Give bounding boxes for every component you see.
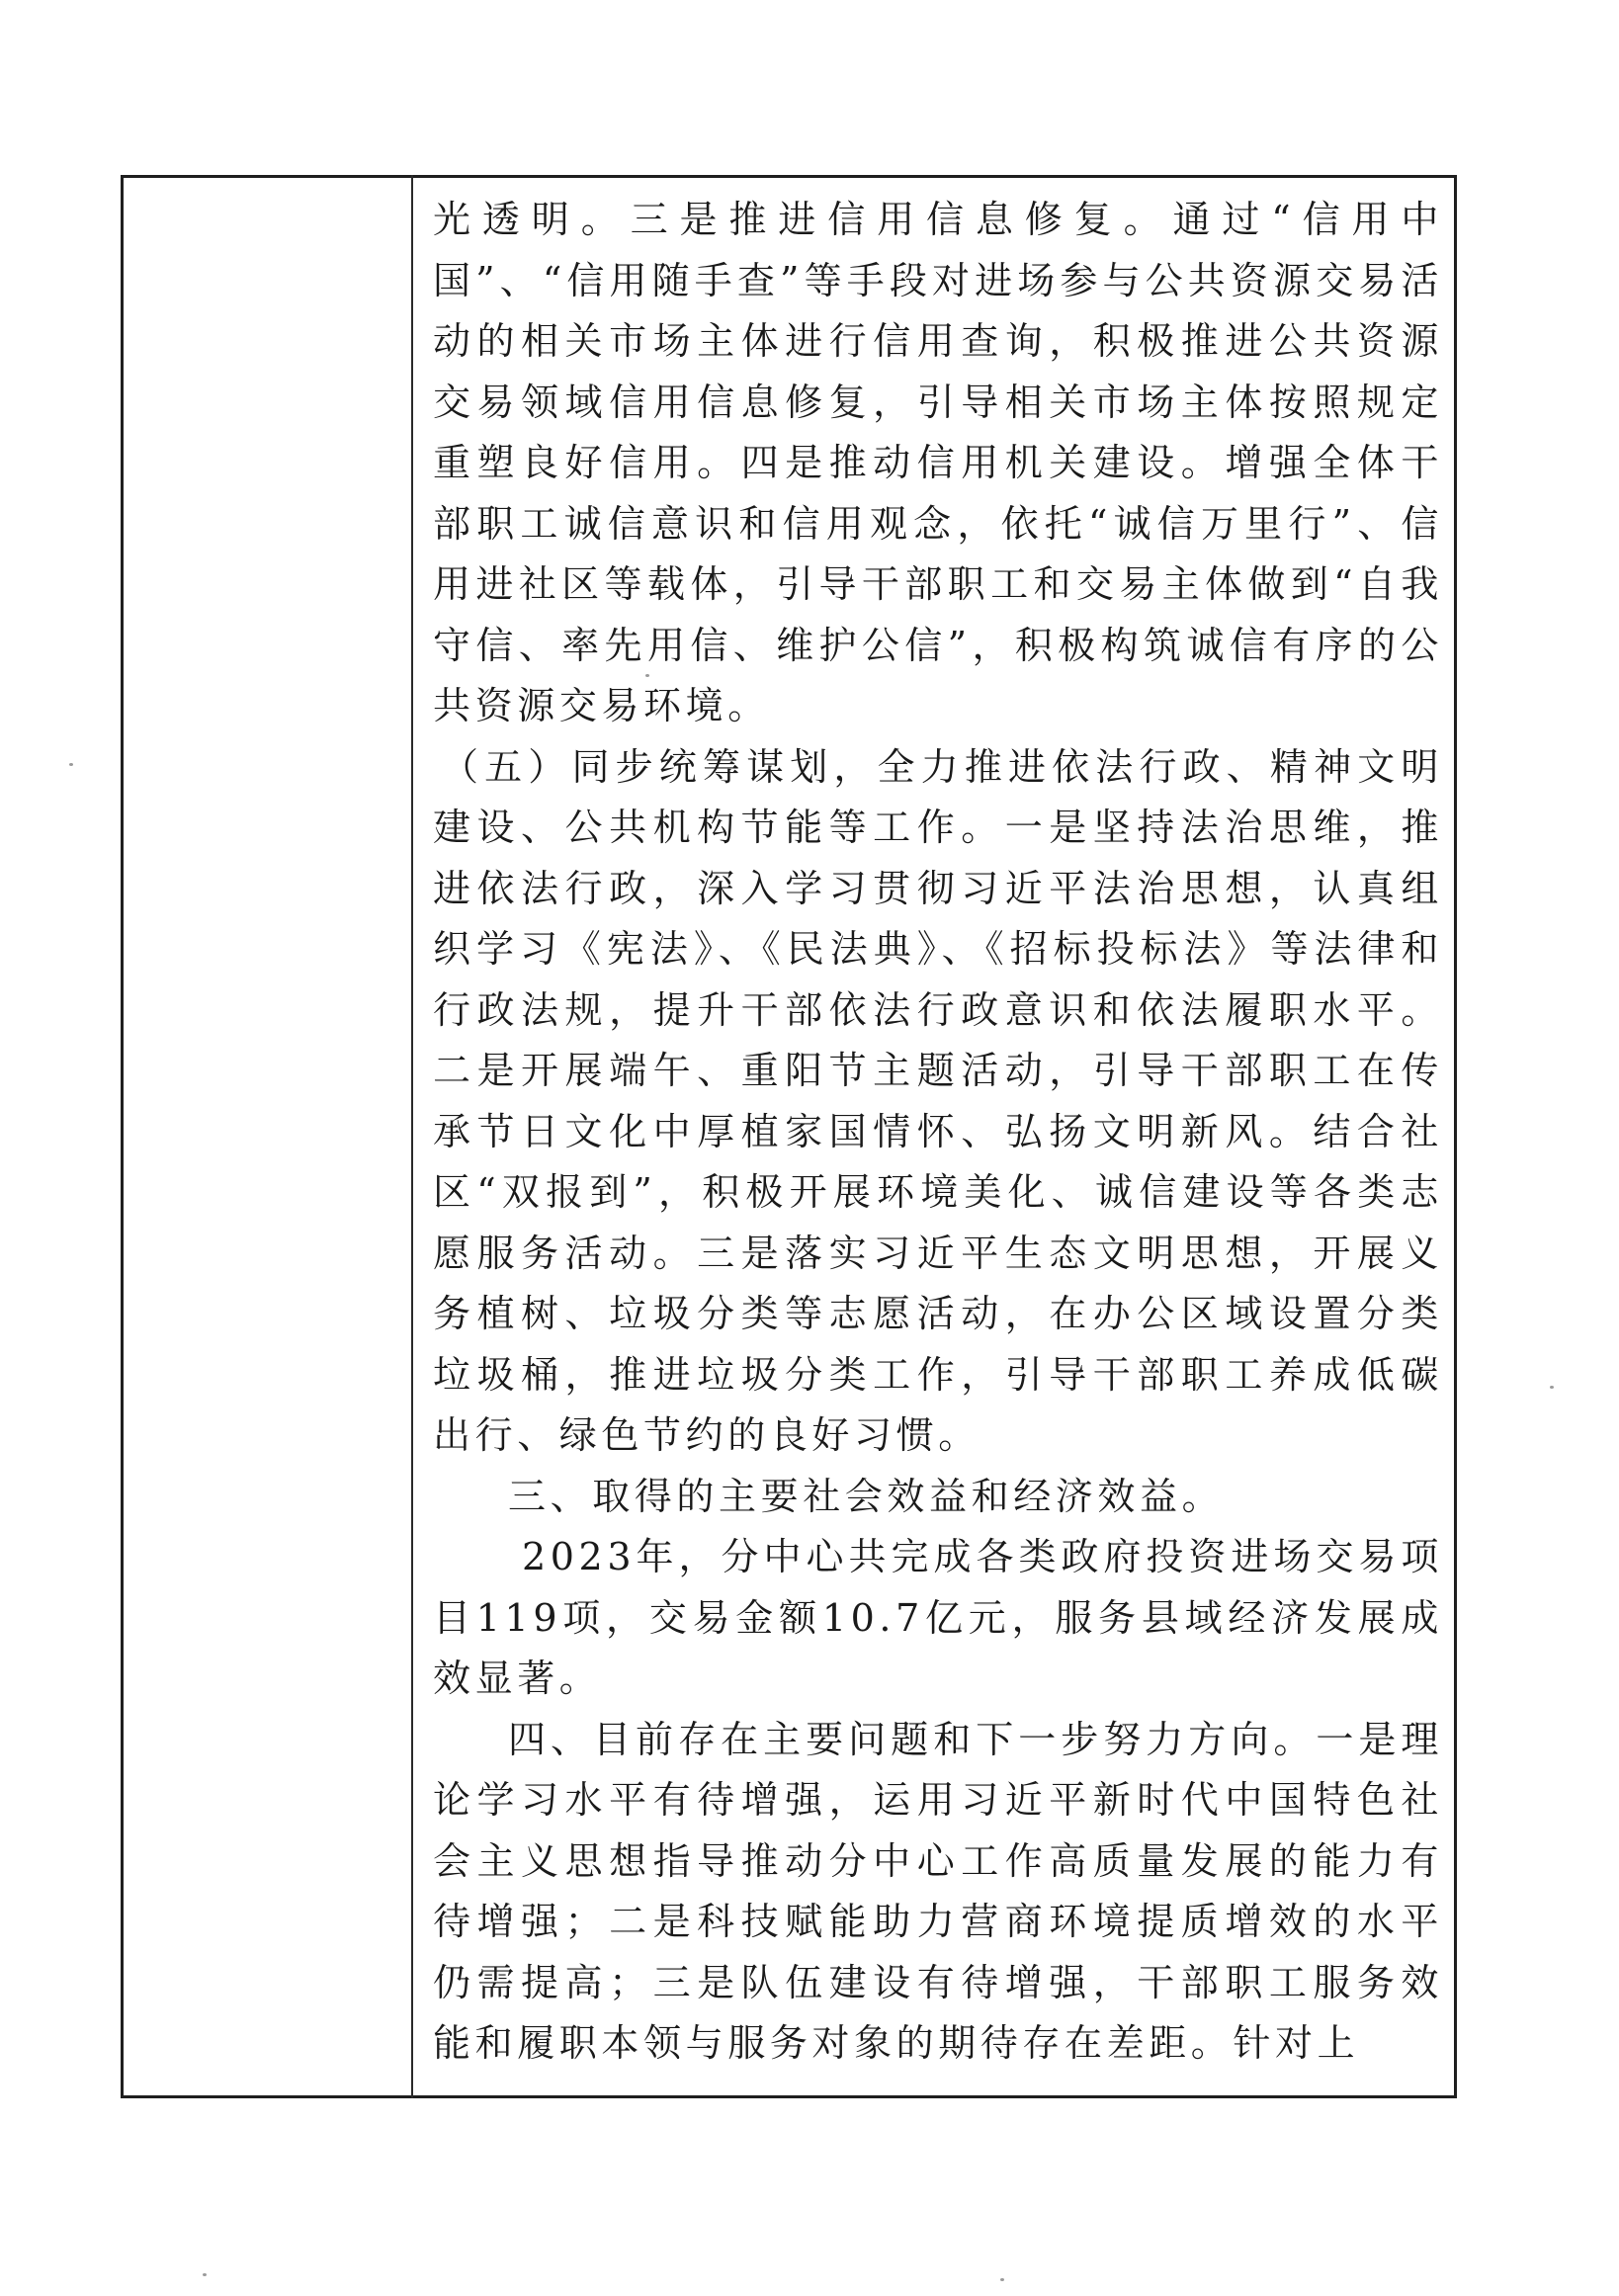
scan-speck bbox=[645, 674, 649, 677]
paragraph-problems: 四、目前存在主要问题和下一步努力方向。一是理论学习水平有待增强，运用习近平新时代中国特色社会主义思想指导推动分中心工作高质量发展的能力有待增强；二是科技赋能助力营商环境提质增效的水平仍需提高；三是队伍建设有待增强，干部职工服务效能和履职本领与服务对象的期待存在差距。针对上 bbox=[433, 1717, 1443, 2065]
scan-speck bbox=[1550, 1386, 1554, 1389]
scan-speck bbox=[1000, 2278, 1004, 2281]
document-body bbox=[433, 190, 1443, 2075]
column-divider bbox=[411, 175, 413, 2098]
scan-speck bbox=[203, 2273, 207, 2276]
section-heading-benefits: 三、取得的主要社会效益和经济效益。 bbox=[508, 1474, 1225, 1518]
scan-speck bbox=[69, 763, 73, 766]
paragraph-item-five: （五）同步统筹谋划，全力推进依法行政、精神文明建设、公共机构节能等工作。一是坚持法治思维，推进依法行政，深入学习贯彻习近平法治思想，认真组织学习《宪法》、《民法典》、《招标投标法》等法律和行政法规，提升干部依法行政意识和依法履职水平。二是开展端午、重阳节主题活动，引导干部职工在传承节日文化中厚植家国情怀、弘扬文明新风。结合社区“双报到”，积极开展环境美化、诚信建设等各类志愿服务活动。三是落实习近平生态文明思想，开展义务植树、垃圾分类等志愿活动，在办公区域设置分类垃圾桶，推进垃圾分类工作，引导干部职工养成低碳出行、绿色节约的良好习惯。 bbox=[433, 744, 1443, 1457]
paragraph-benefits: 2023年，分中心共完成各类政府投资进场交易项目119项，交易金额10.7亿元，服务县域经济发展成效显著。 bbox=[433, 1535, 1443, 1700]
paragraph-credit: 光透明。三是推进信用信息修复。通过“信用中国”、“信用随手查”等手段对进场参与公共资源交易活动的相关市场主体进行信用查询，积极推进公共资源交易领域信用信息修复，引导相关市场主体按照规定重塑良好信用。四是推动信用机关建设。增强全体干部职工诚信意识和信用观念，依托“诚信万里行”、信用进社区等载体，引导干部职工和交易主体做到“自我守信、率先用信、维护公信”，积极构筑诚信有序的公共资源交易环境。 bbox=[433, 198, 1443, 727]
